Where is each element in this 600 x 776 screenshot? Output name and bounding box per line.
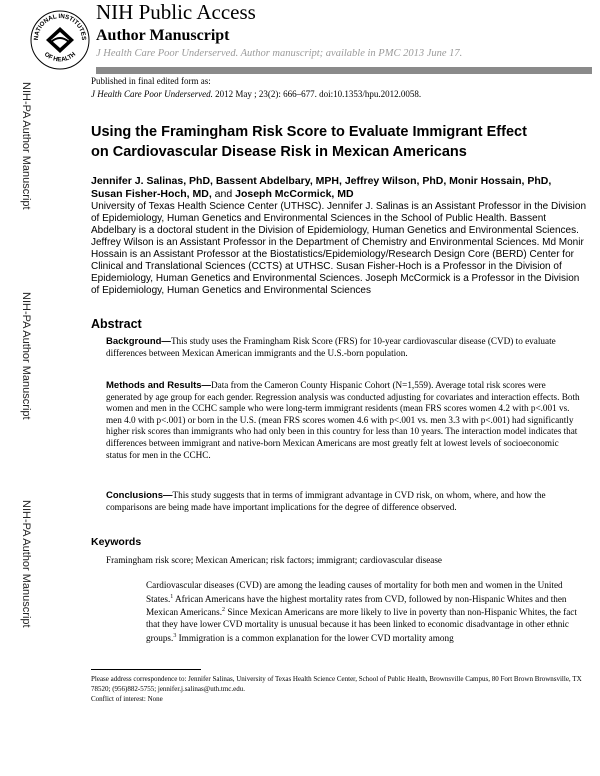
nih-public-access-title: NIH Public Access [96, 0, 256, 24]
published-in-label: Published in final edited form as: [91, 76, 211, 86]
nih-logo [30, 2, 90, 74]
correspondence-footnote: Please address correspondence to: Jennifer Salinas, University of Texas Health Science Center, School of Public Health, Brownsville Campus, 80 Fort Brown Brownsville, TX 78520; (956)882-5755; jennifer.j.salinas@uth.tmc.edu. [91, 675, 582, 693]
conflict-footnote: Conflict of interest: None [91, 695, 163, 703]
side-label-3: NIH-PA Author Manuscript [20, 500, 32, 628]
svg-text:NATIONAL INSTITUTES: NATIONAL INSTITUTES [32, 12, 88, 41]
body-paragraph: Cardiovascular diseases (CVD) are among the leading causes of mortality for both men and women in the United States.$^1$ African Americans have the highest mortality rates from CVD, followed by non-Hispanic Whites and then Mexican Americans.$^2$ Since Mexican Americans are more likely to live in poverty than non-Hispanic Whites, the fact that they have lower CVD mortality is unusual because it has been linked to economic disadvantage in other ethnic groups.$^3$ Immigration is a common explanation for the lower CVD mortality among [146, 580, 577, 643]
svg-text:OF HEALTH: OF HEALTH [42, 50, 78, 64]
header-citation: J Health Care Poor Underserved. Author manuscript; available in PMC 2013 June 17. [96, 48, 463, 59]
authors: Jennifer J. Salinas, PhD, Bassent Abdelbary, MPH, Jeffrey Wilson, PhD, Monir Hossain, PhD, Susan Fisher-Hoch, MD, and Joseph McCormick, MD [91, 175, 552, 200]
side-label-2: NIH-PA Author Manuscript [20, 292, 32, 420]
abstract-conclusions: Conclusions—This study suggests that in terms of immigrant advantage in CVD risk, on whom, where, and how the comparisons are being made have important implications for the degree of difference observed. [106, 490, 546, 512]
header-rule [96, 67, 592, 74]
side-label-1: NIH-PA Author Manuscript [20, 82, 32, 210]
affiliation: University of Texas Health Science Center (UTHSC). Jennifer J. Salinas is an Assistant Professor in the Division of Epidemiology, Human Genetics and Environmental Sciences in the School of Public Health. Bassent Abdelbary is a doctoral student in the Division of Epidemiology, Human Genetics and Environmental Sciences. Jeffrey Wilson is an Assistant Professor in the Department of Chemistry and Environmental Sciences. Md Monir Hossain is an Assistant Professor at the Biostatistics/Epidemiology/Research Design Core (BERD) Center for Clinical and Translational Sciences (CCTS) at UTHSC. Susan Fisher-Hoch is a Professor in the Division of Epidemiology, Human Genetics and Environmental Sciences. Joseph McCormick is a Professor in the Division of Epidemiology, Human Genetics and Environmental Sciences [91, 201, 587, 296]
abstract-heading: Abstract [91, 317, 142, 331]
keywords-text: Framingham risk score; Mexican American; risk factors; immigrant; cardiovascular disease [106, 555, 443, 565]
abstract-background: Background—This study uses the Framingham Risk Score (FRS) for 10-year cardiovascular disease (CVD) to evaluate differences between Mexican American immigrants and the U.S.-born population. [106, 336, 556, 358]
footnote-rule [91, 669, 201, 670]
author-manuscript-label: Author Manuscript [96, 27, 230, 44]
publication-citation: J Health Care Poor Underserved. 2012 May ; 23(2): 666–677. doi:10.1353/hpu.2012.0058. [91, 89, 422, 99]
article-title: Using the Framingham Risk Score to Evaluate Immigrant Effect on Cardiovascular Disease Risk in Mexican Americans [91, 124, 527, 160]
keywords-heading: Keywords [91, 536, 142, 548]
abstract-methods-results: Methods and Results—Data from the Cameron County Hispanic Cohort (N=1,559). Average total risk scores were generated by age group for each gender. Regression analysis was conducted adjusting for covariates and interaction effects. Both women and men in the CCHC sample who were long-term immigrant residents (mean FRS scores women 4.2 with p<.001 vs. men 4.0 with p<.001) or born in the U.S. (mean FRS scores women 4.6 with p<.001 vs. men 3.3 with p<.001) had significantly higher risk scores than immigrants who had only been in this country for less than 10 years. The interaction model indicates that differences between immigrant and native-born Mexican Americans are most greatly felt at lowest levels of socioeconomic status for men in the CCHC. [106, 380, 580, 460]
